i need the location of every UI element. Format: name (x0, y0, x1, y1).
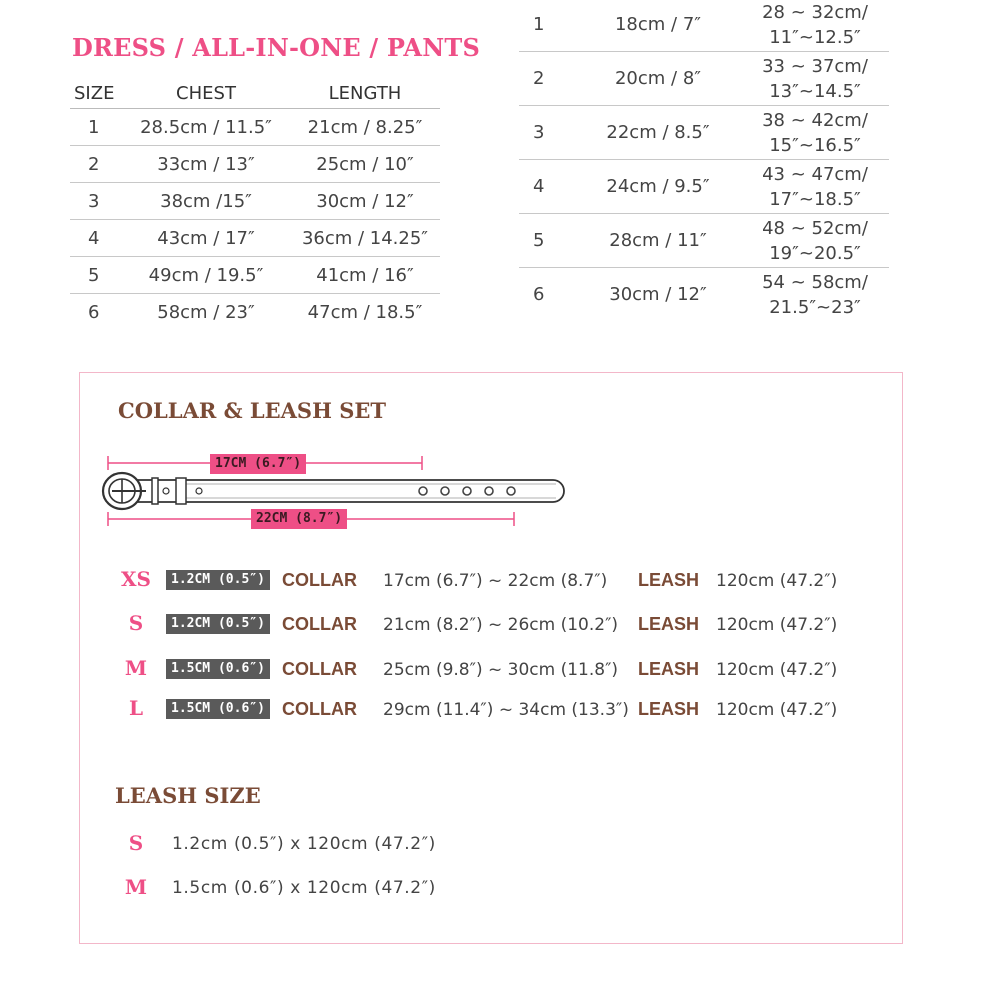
table-row (70, 294, 440, 331)
size-cell: 6 (533, 284, 545, 305)
range-cell: 38 ~ 42cm/ 15″~16.5″ (741, 106, 889, 160)
size-cell: 3 (519, 106, 575, 160)
measure-cell: 28cm / 11″ (575, 214, 741, 268)
chest-header: CHEST (122, 78, 290, 109)
leash-word: LEASH (638, 699, 700, 719)
width-tag: 1.2CM (0.5″) (166, 614, 270, 634)
leash-length: 120cm (47.2″) (716, 700, 838, 720)
collar-range: 21cm (8.2″) ~ 26cm (10.2″) (383, 615, 619, 635)
size-cell: 6 (88, 301, 100, 323)
leash-size-title: LEASH SIZE (115, 783, 261, 808)
table-header-row (70, 78, 440, 109)
table-row (70, 183, 440, 220)
table-row (519, 214, 889, 268)
collar-range: 29cm (11.4″) ~ 34cm (13.3″) (383, 700, 629, 720)
collar-size-row-l (0, 696, 1000, 724)
range-cell: 43 ~ 47cm/ 17″~18.5″ (741, 160, 889, 214)
size-header: SIZE (70, 78, 122, 109)
measure-cell: 24cm / 9.5″ (575, 160, 741, 214)
collar-leash-title: COLLAR & LEASH SET (118, 398, 387, 423)
leash-size-row-m (0, 875, 1000, 903)
size-letter: XS (121, 567, 151, 591)
table-row (519, 268, 889, 322)
measure-cell: 30cm / 12″ (609, 284, 707, 305)
size-cell: 2 (519, 52, 575, 106)
leash-dims: 1.5cm (0.6″) x 120cm (47.2″) (172, 878, 436, 898)
width-tag: 1.5CM (0.6″) (166, 659, 270, 679)
measure-cell: 20cm / 8″ (575, 52, 741, 106)
leash-length: 120cm (47.2″) (716, 660, 838, 680)
size-letter: M (124, 875, 148, 899)
collar-size-row-s (0, 611, 1000, 639)
collar-word: COLLAR (282, 570, 357, 590)
short-length-label: 17CM (6.7″) (210, 454, 306, 474)
size-cell: 4 (519, 160, 575, 214)
collar-word: COLLAR (282, 614, 357, 634)
long-length-label: 22CM (8.7″) (251, 509, 347, 529)
table-row (519, 0, 889, 52)
range-cell: 54 ~ 58cm/ 21.5″~23″ (762, 271, 868, 318)
range-cell: 33 ~ 37cm/ 13″~14.5″ (741, 52, 889, 106)
size-letter: M (124, 656, 148, 680)
size-cell: 5 (70, 257, 122, 294)
measure-cell: 18cm / 7″ (575, 0, 741, 52)
length-cell: 47cm / 18.5″ (307, 301, 423, 323)
dress-size-table (70, 78, 440, 330)
size-letter: S (128, 831, 144, 855)
table-row (70, 146, 440, 183)
collar-word: COLLAR (282, 659, 357, 679)
table-row (519, 160, 889, 214)
table-row (70, 220, 440, 257)
leash-dims: 1.2cm (0.5″) x 120cm (47.2″) (172, 834, 436, 854)
size-letter: S (128, 611, 144, 635)
size-cell: 5 (519, 214, 575, 268)
collar-size-row-xs (0, 567, 1000, 595)
size-cell: 2 (70, 146, 122, 183)
table-row (70, 109, 440, 146)
width-tag: 1.2CM (0.5″) (166, 570, 270, 590)
harness-size-table (519, 0, 889, 321)
chest-cell: 28.5cm / 11.5″ (122, 109, 290, 146)
leash-word: LEASH (638, 614, 700, 634)
size-cell: 4 (70, 220, 122, 257)
table-row (70, 257, 440, 294)
table-row (519, 52, 889, 106)
leash-length: 120cm (47.2″) (716, 615, 838, 635)
size-letter: L (128, 696, 144, 720)
table-row (519, 106, 889, 160)
leash-word: LEASH (638, 659, 700, 679)
size-cell: 1 (519, 0, 575, 52)
collar-range: 17cm (6.7″) ~ 22cm (8.7″) (383, 571, 608, 591)
dress-size-title: DRESS / ALL-IN-ONE / PANTS (72, 33, 480, 62)
length-cell: 21cm / 8.25″ (290, 109, 440, 146)
chest-cell: 33cm / 13″ (122, 146, 290, 183)
leash-word: LEASH (638, 570, 700, 590)
length-cell: 30cm / 12″ (290, 183, 440, 220)
leash-length: 120cm (47.2″) (716, 571, 838, 591)
range-cell: 48 ~ 52cm/ 19″~20.5″ (741, 214, 889, 268)
width-tag: 1.5CM (0.6″) (166, 699, 270, 719)
collar-size-row-m (0, 656, 1000, 684)
collar-range: 25cm (9.8″) ~ 30cm (11.8″) (383, 660, 619, 680)
length-cell: 41cm / 16″ (290, 257, 440, 294)
chest-cell: 58cm / 23″ (157, 301, 255, 323)
collar-word: COLLAR (282, 699, 357, 719)
chest-cell: 49cm / 19.5″ (122, 257, 290, 294)
size-cell: 3 (70, 183, 122, 220)
size-cell: 1 (70, 109, 122, 146)
measure-cell: 22cm / 8.5″ (575, 106, 741, 160)
length-cell: 25cm / 10″ (290, 146, 440, 183)
leash-size-row-s (0, 831, 1000, 859)
chest-cell: 38cm /15″ (122, 183, 290, 220)
length-cell: 36cm / 14.25″ (290, 220, 440, 257)
chest-cell: 43cm / 17″ (122, 220, 290, 257)
length-header: LENGTH (290, 78, 440, 109)
range-cell: 28 ~ 32cm/ 11″~12.5″ (741, 0, 889, 52)
